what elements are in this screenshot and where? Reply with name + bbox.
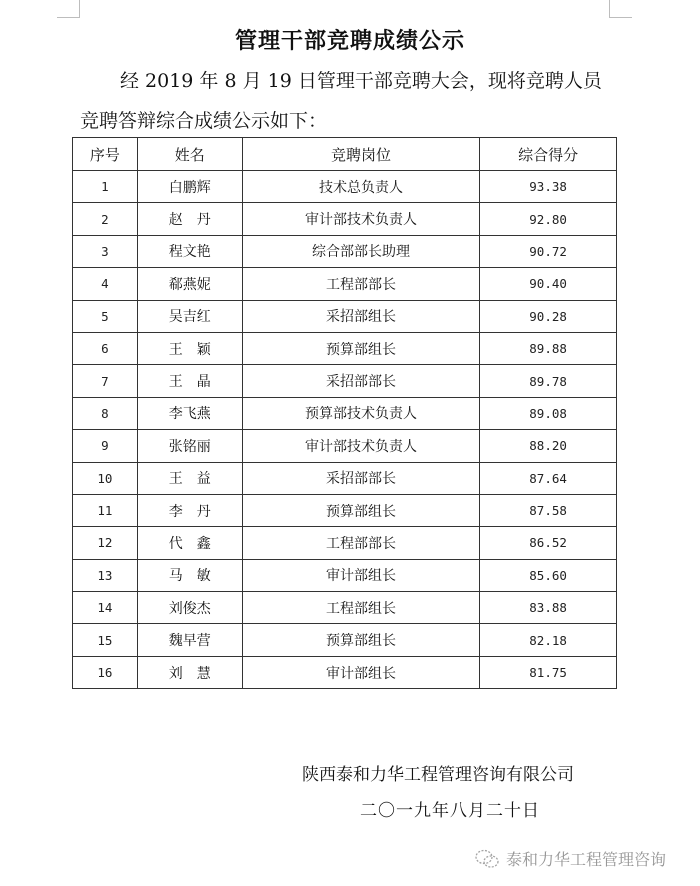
results-table xyxy=(72,137,617,689)
cell-position: 技术总负责人 xyxy=(242,171,480,203)
cell-no: 6 xyxy=(73,332,138,364)
page-corner-mark-right xyxy=(609,0,632,18)
table-row xyxy=(73,494,617,526)
cell-no: 15 xyxy=(73,624,138,656)
cell-score: 83.88 xyxy=(480,592,617,624)
cell-score: 81.75 xyxy=(480,656,617,688)
cell-position: 审计部组长 xyxy=(242,656,480,688)
table-row xyxy=(73,365,617,397)
table-row xyxy=(73,527,617,559)
cell-position: 采招部组长 xyxy=(242,300,480,332)
cell-no: 8 xyxy=(73,397,138,429)
cell-score: 88.20 xyxy=(480,430,617,462)
cell-name: 白鹏辉 xyxy=(137,171,242,203)
cell-no: 12 xyxy=(73,527,138,559)
cell-score: 90.72 xyxy=(480,235,617,267)
table-row xyxy=(73,462,617,494)
wechat-watermark xyxy=(474,847,666,870)
cell-no: 14 xyxy=(73,592,138,624)
header-name: 姓名 xyxy=(137,138,242,171)
cell-no: 10 xyxy=(73,462,138,494)
intro-line-1: 经 2019 年 8 月 19 日管理干部竞聘大会，现将竞聘人员 xyxy=(120,70,602,92)
company-name: 陕西泰和力华工程管理咨询有限公司 xyxy=(302,765,574,785)
cell-score: 90.40 xyxy=(480,268,617,300)
cell-name: 代 鑫 xyxy=(137,527,242,559)
cell-position: 预算部技术负责人 xyxy=(242,397,480,429)
cell-position: 工程部组长 xyxy=(242,592,480,624)
document-title: 管理干部竞聘成绩公示 xyxy=(234,28,465,54)
header-no: 序号 xyxy=(73,138,138,171)
cell-position: 预算部组长 xyxy=(242,332,480,364)
cell-no: 2 xyxy=(73,203,138,235)
signature-date: 二〇一九年八月二十日 xyxy=(360,801,540,821)
cell-no: 5 xyxy=(73,300,138,332)
cell-no: 3 xyxy=(73,235,138,267)
table-row xyxy=(73,203,617,235)
cell-position: 预算部组长 xyxy=(242,494,480,526)
cell-name: 张铭丽 xyxy=(137,430,242,462)
intro-line-2: 竞聘答辩综合成绩公示如下： xyxy=(80,110,328,132)
watermark-text: 泰和力华工程管理咨询 xyxy=(506,850,667,869)
cell-name: 程文艳 xyxy=(137,235,242,267)
cell-name: 赵 丹 xyxy=(137,203,242,235)
cell-name: 刘 慧 xyxy=(137,656,242,688)
cell-position: 工程部部长 xyxy=(242,268,480,300)
cell-no: 13 xyxy=(73,559,138,591)
cell-name: 王 颖 xyxy=(137,332,242,364)
cell-position: 审计部技术负责人 xyxy=(242,430,480,462)
cell-name: 王 晶 xyxy=(137,365,242,397)
cell-score: 89.08 xyxy=(480,397,617,429)
cell-name: 魏早营 xyxy=(137,624,242,656)
cell-name: 马 敏 xyxy=(137,559,242,591)
table-header-row xyxy=(73,138,617,171)
table-row xyxy=(73,624,617,656)
cell-score: 87.64 xyxy=(480,462,617,494)
cell-score: 85.60 xyxy=(480,559,617,591)
cell-no: 11 xyxy=(73,494,138,526)
table-row xyxy=(73,397,617,429)
cell-no: 16 xyxy=(73,656,138,688)
cell-name: 李 丹 xyxy=(137,494,242,526)
cell-no: 1 xyxy=(73,171,138,203)
cell-position: 采招部部长 xyxy=(242,365,480,397)
cell-score: 92.80 xyxy=(480,203,617,235)
table-row xyxy=(73,332,617,364)
table-row xyxy=(73,656,617,688)
table-row xyxy=(73,235,617,267)
cell-name: 吴吉红 xyxy=(137,300,242,332)
table-row xyxy=(73,592,617,624)
cell-score: 93.38 xyxy=(480,171,617,203)
cell-score: 82.18 xyxy=(480,624,617,656)
header-position: 竞聘岗位 xyxy=(242,138,480,171)
table-row xyxy=(73,430,617,462)
cell-name: 王 益 xyxy=(137,462,242,494)
header-score: 综合得分 xyxy=(480,138,617,171)
cell-score: 90.28 xyxy=(480,300,617,332)
cell-no: 4 xyxy=(73,268,138,300)
cell-score: 89.88 xyxy=(480,332,617,364)
table-row xyxy=(73,268,617,300)
cell-name: 李飞燕 xyxy=(137,397,242,429)
cell-position: 综合部部长助理 xyxy=(242,235,480,267)
cell-position: 审计部组长 xyxy=(242,559,480,591)
cell-position: 工程部部长 xyxy=(242,527,480,559)
cell-no: 7 xyxy=(73,365,138,397)
cell-name: 郗燕妮 xyxy=(137,268,242,300)
cell-position: 审计部技术负责人 xyxy=(242,203,480,235)
cell-position: 预算部组长 xyxy=(242,624,480,656)
table-row xyxy=(73,559,617,591)
page-corner-mark-left xyxy=(57,0,80,18)
cell-score: 86.52 xyxy=(480,527,617,559)
cell-position: 采招部部长 xyxy=(242,462,480,494)
wechat-icon xyxy=(474,849,500,869)
cell-no: 9 xyxy=(73,430,138,462)
cell-score: 87.58 xyxy=(480,494,617,526)
table-row xyxy=(73,300,617,332)
table-row xyxy=(73,171,617,203)
cell-name: 刘俊杰 xyxy=(137,592,242,624)
cell-score: 89.78 xyxy=(480,365,617,397)
